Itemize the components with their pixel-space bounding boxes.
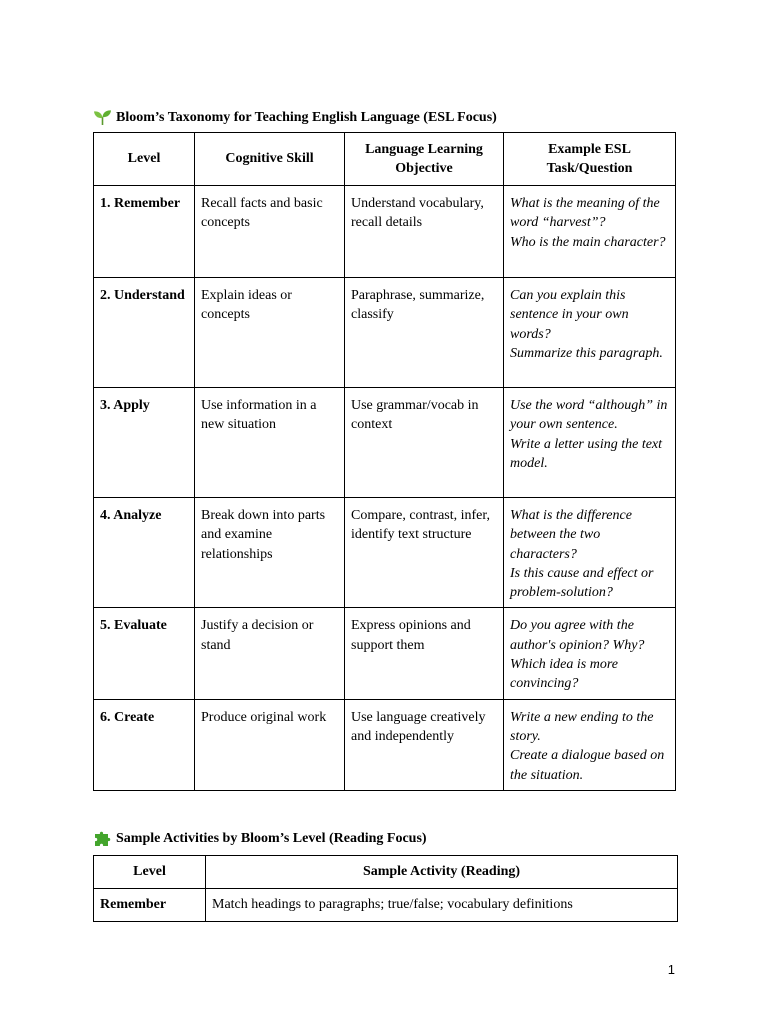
task-line: Can you explain this sentence in your own words? — [510, 288, 629, 342]
level-cell: 6. Create — [94, 699, 195, 790]
table-row — [94, 498, 676, 608]
task-cell — [504, 608, 676, 699]
sample-activities-table — [93, 855, 678, 922]
task-line: Do you agree with the author's opinion? Why? — [510, 618, 645, 653]
activity-cell: Match headings to paragraphs; true/false; vocabulary definitions — [206, 889, 678, 922]
task-line: Who is the main character? — [510, 234, 666, 250]
header-level: Level — [94, 856, 206, 889]
task-line: Create a dialogue based on the situation. — [510, 748, 665, 783]
puzzle-piece-icon — [93, 830, 112, 847]
skill-cell: Explain ideas or concepts — [195, 278, 345, 388]
level-cell: 2. Understand — [94, 278, 195, 388]
task-line: What is the difference between the two characters? — [510, 508, 632, 562]
task-line: Is this cause and effect or problem-solution? — [510, 565, 654, 601]
section-heading-blooms-taxonomy — [93, 109, 497, 126]
objective-cell: Understand vocabulary, recall details — [345, 186, 504, 278]
seedling-icon — [93, 109, 112, 126]
table-row — [94, 186, 676, 278]
level-cell: Remember — [94, 889, 206, 922]
task-line: Write a new ending to the story. — [510, 709, 654, 744]
task-line: Write a letter using the text model. — [510, 436, 663, 471]
task-cell — [504, 388, 676, 498]
skill-cell: Recall facts and basic concepts — [195, 186, 345, 278]
table-row — [94, 608, 676, 699]
table-row — [94, 889, 678, 922]
objective-cell: Use grammar/vocab in context — [345, 388, 504, 498]
objective-cell: Use language creatively and independently — [345, 699, 504, 790]
page-number: 1 — [667, 962, 675, 977]
task-line: Use the word “although” in your own sentence. — [510, 398, 668, 433]
table-row — [94, 278, 676, 388]
task-line: Summarize this paragraph. — [510, 345, 663, 361]
header-sample-activity: Sample Activity (Reading) — [206, 856, 678, 889]
level-cell: 4. Analyze — [94, 498, 195, 608]
table-row — [94, 699, 676, 790]
header-example-task: Example ESL Task/Question — [504, 133, 676, 186]
header-language-objective: Language Learning Objective — [345, 133, 504, 186]
level-cell: 5. Evaluate — [94, 608, 195, 699]
skill-cell: Use information in a new situation — [195, 388, 345, 498]
task-cell — [504, 498, 676, 608]
skill-cell: Break down into parts and examine relationships — [195, 498, 345, 608]
task-cell — [504, 186, 676, 278]
section-title: Bloom’s Taxonomy for Teaching English Language (ESL Focus) — [116, 109, 497, 125]
level-cell: 3. Apply — [94, 388, 195, 498]
objective-cell: Compare, contrast, infer, identify text structure — [345, 498, 504, 608]
table-row — [94, 388, 676, 498]
level-cell: 1. Remember — [94, 186, 195, 278]
header-cognitive-skill: Cognitive Skill — [195, 133, 345, 186]
blooms-taxonomy-table — [93, 132, 676, 791]
table-header-row — [94, 856, 678, 889]
objective-cell: Express opinions and support them — [345, 608, 504, 699]
skill-cell: Justify a decision or stand — [195, 608, 345, 699]
table-header-row — [94, 133, 676, 186]
task-line: Which idea is more convincing? — [510, 657, 618, 692]
task-line: What is the meaning of the word “harvest”? — [510, 196, 660, 231]
section-title: Sample Activities by Bloom’s Level (Reading Focus) — [116, 830, 427, 846]
section-heading-sample-activities — [93, 830, 427, 847]
skill-cell: Produce original work — [195, 699, 345, 790]
header-level: Level — [94, 133, 195, 186]
objective-cell: Paraphrase, summarize, classify — [345, 278, 504, 388]
task-cell — [504, 278, 676, 388]
task-cell — [504, 699, 676, 790]
